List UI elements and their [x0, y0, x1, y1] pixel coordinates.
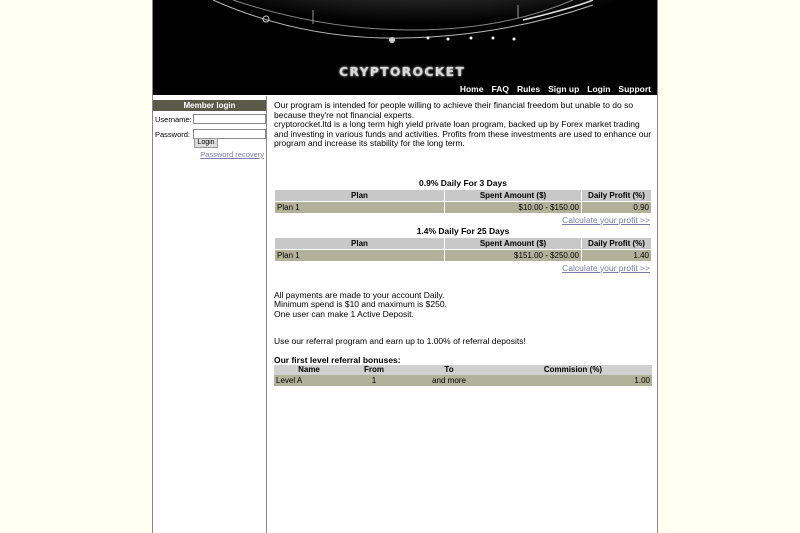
username-input[interactable] [193, 114, 266, 124]
password-label: Password: [155, 130, 191, 139]
login-button[interactable]: Login [194, 138, 218, 148]
plan-title-1: 0.9% Daily For 3 Days [419, 177, 507, 188]
nav-rules[interactable]: Rules [516, 84, 541, 94]
plan-table-2 [274, 237, 652, 262]
cell-plan: Plan 1 [275, 202, 444, 213]
referral-text: Use our referral program and earn up to 1.00% of referral deposits! [274, 336, 526, 346]
username-row [153, 113, 266, 126]
top-nav [460, 84, 651, 95]
cell-profit: 0.90 [582, 202, 651, 213]
intro-text: Our program is intended for people willing to achieve their financial freedom but unable to do so because they're not financial experts. [274, 100, 634, 120]
password-recovery-link[interactable]: Password recovery [200, 150, 264, 159]
payment-info: One user can make 1 Active Deposit. [274, 308, 414, 319]
col-header: Plan [275, 238, 444, 249]
col-header: To [404, 365, 494, 375]
plan-table-1 [274, 189, 652, 214]
nav-support[interactable]: Support [618, 84, 651, 94]
col-header: Daily Profit (%) [582, 190, 651, 201]
plan-title-2: 1.4% Daily For 25 Days [416, 225, 510, 236]
page-container [152, 0, 658, 533]
col-header: From [344, 365, 404, 375]
payment-info: All payments are made to your account Daily. [274, 289, 445, 300]
calculate-profit-link[interactable]: Calculate your profit >> [562, 262, 650, 273]
site-logo[interactable]: CRYPTOROCKET [339, 64, 466, 79]
col-header: Spent Amount ($) [445, 238, 581, 249]
nav-signup[interactable]: Sign up [548, 84, 580, 94]
cell-profit: 1.40 [582, 250, 651, 261]
col-header: Name [274, 365, 344, 375]
cell-amount: $10.00 - $150.00 [445, 202, 581, 213]
payment-info: Minimum spend is $10 and maximum is $250. [274, 299, 447, 309]
sidebar [153, 96, 267, 533]
referral-title: Our first level referral bonuses: [274, 354, 401, 365]
header-banner [153, 0, 657, 95]
referral-table [274, 365, 652, 386]
cell-from: 1 [344, 375, 404, 386]
table-row [274, 375, 652, 386]
main-content [274, 101, 652, 386]
col-header: Daily Profit (%) [582, 238, 651, 249]
calculate-profit-link[interactable]: Calculate your profit >> [562, 214, 650, 225]
nav-home[interactable]: Home [459, 84, 484, 94]
username-label: Username: [155, 115, 192, 124]
col-header: Commision (%) [494, 365, 652, 375]
cell-commission: 1.00 [494, 375, 652, 386]
cell-amount: $151.00 - $250.00 [445, 250, 581, 261]
intro-text-2: cryptorocket.ltd is a long term high yield private loan program, backed up by Forex market trading and investing in various funds and activities. Profits from these investments are used to enhance our program and increase its stability for the long term. [274, 119, 652, 148]
cell-to: and more [404, 375, 494, 386]
nav-faq[interactable]: FAQ [491, 84, 509, 94]
nav-login[interactable]: Login [587, 84, 611, 94]
table-row [275, 250, 651, 261]
cell-level: Level A [274, 375, 344, 386]
banner-graphic [153, 0, 657, 95]
cell-plan: Plan 1 [275, 250, 444, 261]
table-row [275, 202, 651, 213]
member-login-title: Member login [153, 100, 266, 111]
col-header: Plan [275, 190, 444, 201]
col-header: Spent Amount ($) [445, 190, 581, 201]
